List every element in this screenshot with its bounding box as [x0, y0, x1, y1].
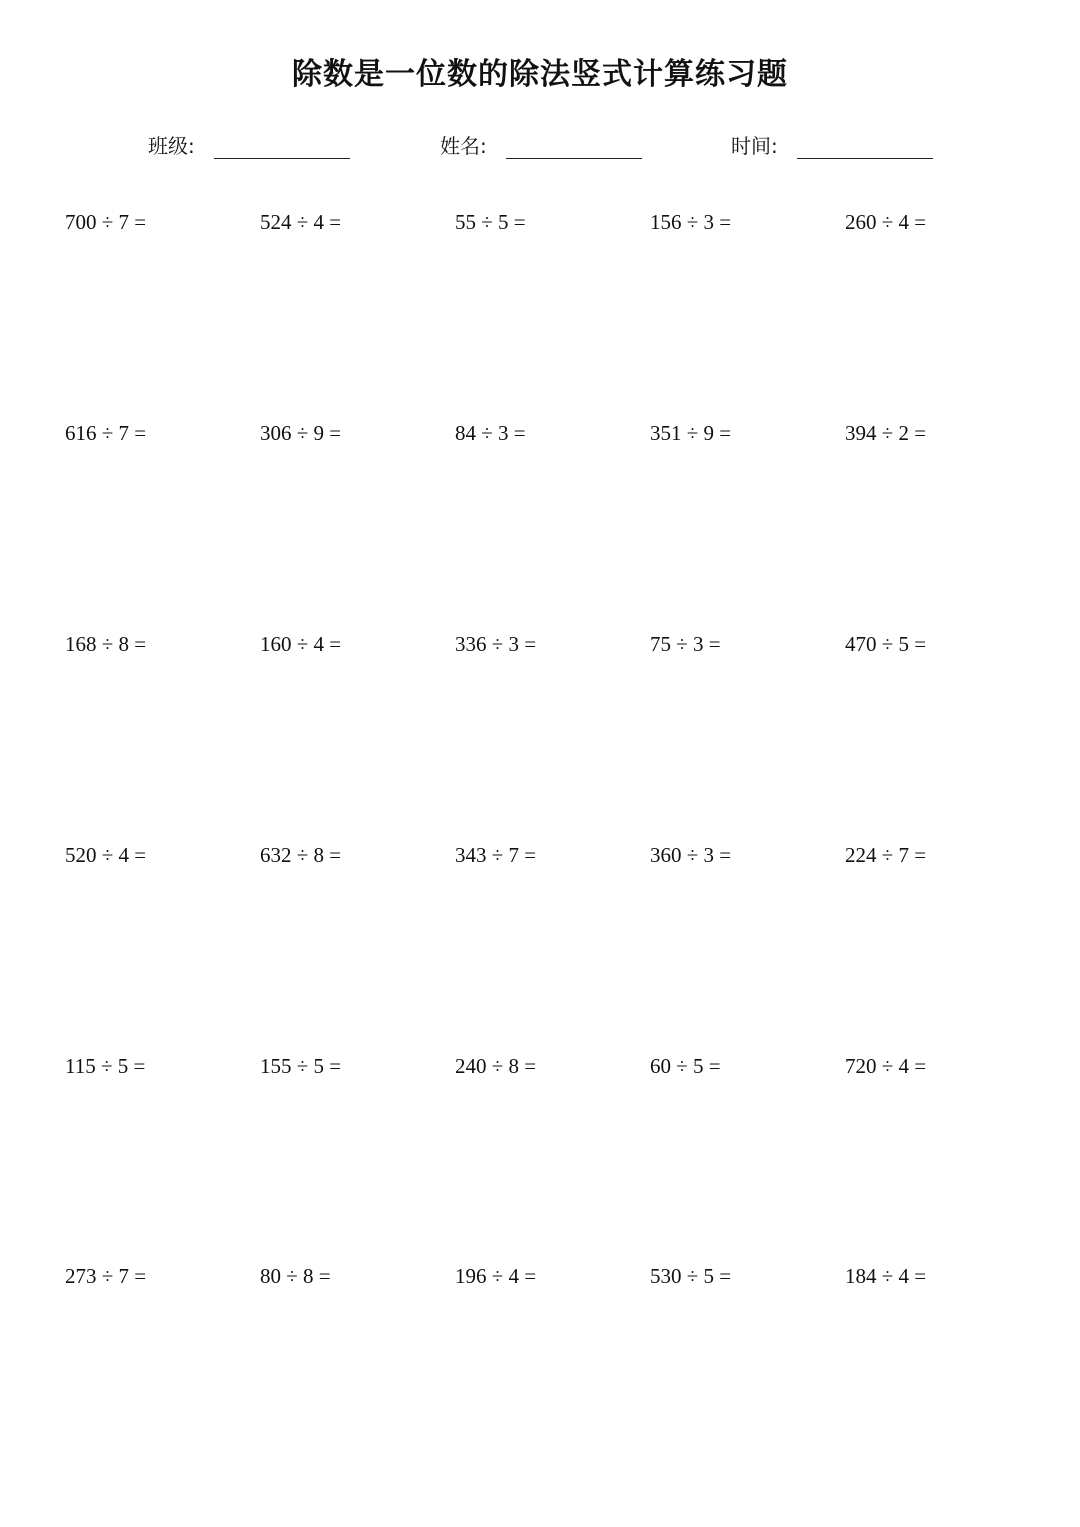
- problem: 168 ÷ 8 =: [65, 632, 147, 656]
- problem: 155 ÷ 5 =: [260, 1054, 342, 1078]
- problem: 394 ÷ 2 =: [845, 421, 927, 445]
- problem: 700 ÷ 7 =: [65, 210, 147, 234]
- problem: 75 ÷ 3 =: [650, 632, 721, 656]
- problem: 520 ÷ 4 =: [65, 843, 147, 867]
- problem: 336 ÷ 3 =: [455, 632, 537, 656]
- time-label: 时间:: [731, 134, 778, 158]
- problem: 84 ÷ 3 =: [455, 421, 526, 445]
- problem: 632 ÷ 8 =: [260, 843, 342, 867]
- problem: 524 ÷ 4 =: [260, 210, 342, 234]
- problem: 224 ÷ 7 =: [845, 843, 927, 867]
- problem: 616 ÷ 7 =: [65, 421, 147, 445]
- problem: 530 ÷ 5 =: [650, 1264, 732, 1288]
- problem: 115 ÷ 5 =: [65, 1054, 146, 1078]
- problem: 360 ÷ 3 =: [650, 843, 732, 867]
- page-title: 除数是一位数的除法竖式计算练习题: [292, 57, 788, 92]
- problem: 156 ÷ 3 =: [650, 210, 732, 234]
- problem: 273 ÷ 7 =: [65, 1264, 147, 1288]
- time-blank-line[interactable]: [797, 158, 933, 159]
- problem: 260 ÷ 4 =: [845, 210, 927, 234]
- problem: 55 ÷ 5 =: [455, 210, 526, 234]
- problem: 351 ÷ 9 =: [650, 421, 732, 445]
- problem: 160 ÷ 4 =: [260, 632, 342, 656]
- name-label: 姓名:: [440, 134, 487, 158]
- name-blank-line[interactable]: [506, 158, 642, 159]
- problem: 240 ÷ 8 =: [455, 1054, 537, 1078]
- problem: 720 ÷ 4 =: [845, 1054, 927, 1078]
- problem: 343 ÷ 7 =: [455, 843, 537, 867]
- problem: 184 ÷ 4 =: [845, 1264, 927, 1288]
- problem: 60 ÷ 5 =: [650, 1054, 721, 1078]
- problem: 196 ÷ 4 =: [455, 1264, 537, 1288]
- problem: 80 ÷ 8 =: [260, 1264, 331, 1288]
- problem: 306 ÷ 9 =: [260, 421, 342, 445]
- problem: 470 ÷ 5 =: [845, 632, 927, 656]
- class-label: 班级:: [148, 134, 195, 158]
- class-blank-line[interactable]: [214, 158, 350, 159]
